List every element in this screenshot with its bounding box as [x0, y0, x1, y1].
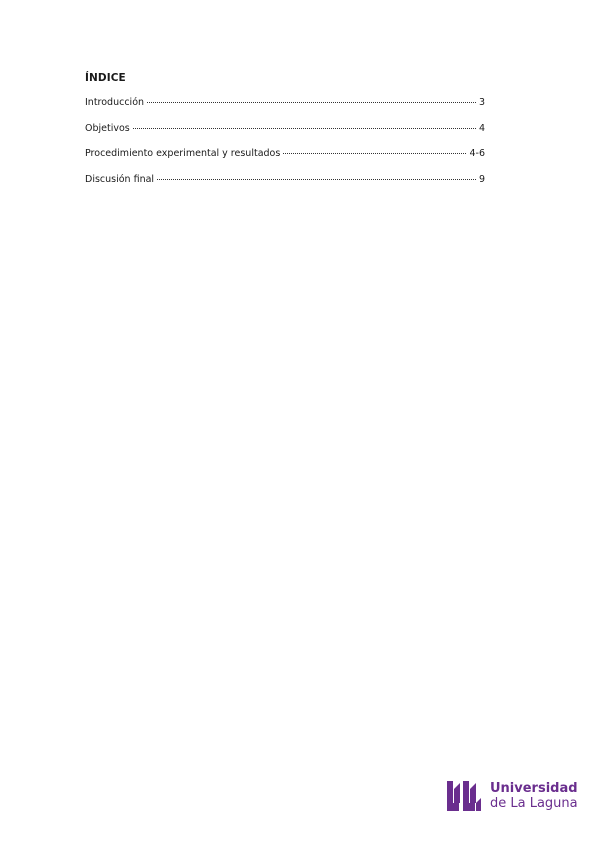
toc-dot-leader	[283, 153, 466, 154]
ull-logo-icon	[447, 781, 481, 811]
toc-heading: ÍNDICE	[85, 72, 126, 84]
toc-entry	[85, 148, 485, 174]
university-name	[490, 781, 578, 811]
toc-entry	[85, 123, 485, 149]
toc-dot-leader	[157, 179, 476, 180]
toc-entry-page: 3	[478, 97, 485, 108]
toc-entry-label: Objetivos	[85, 122, 130, 134]
toc-dot-leader	[147, 102, 476, 103]
university-name-line2: de La Laguna	[490, 796, 578, 811]
university-name-line1: Universidad	[490, 781, 578, 796]
toc-entry-page: 4	[478, 122, 485, 134]
toc-entry-label: Procedimiento experimental y resultados	[85, 148, 281, 159]
toc-dot-leader	[133, 128, 476, 129]
university-logo	[447, 781, 578, 811]
toc-entry	[85, 174, 485, 200]
toc-entry-label: Discusión final	[85, 173, 155, 185]
toc-entry-page: 9	[478, 173, 485, 185]
toc-entry-label: Introducción	[85, 97, 145, 108]
toc-entry	[85, 97, 485, 123]
toc-entry-page: 4-6	[469, 148, 485, 159]
toc-list	[85, 97, 485, 199]
